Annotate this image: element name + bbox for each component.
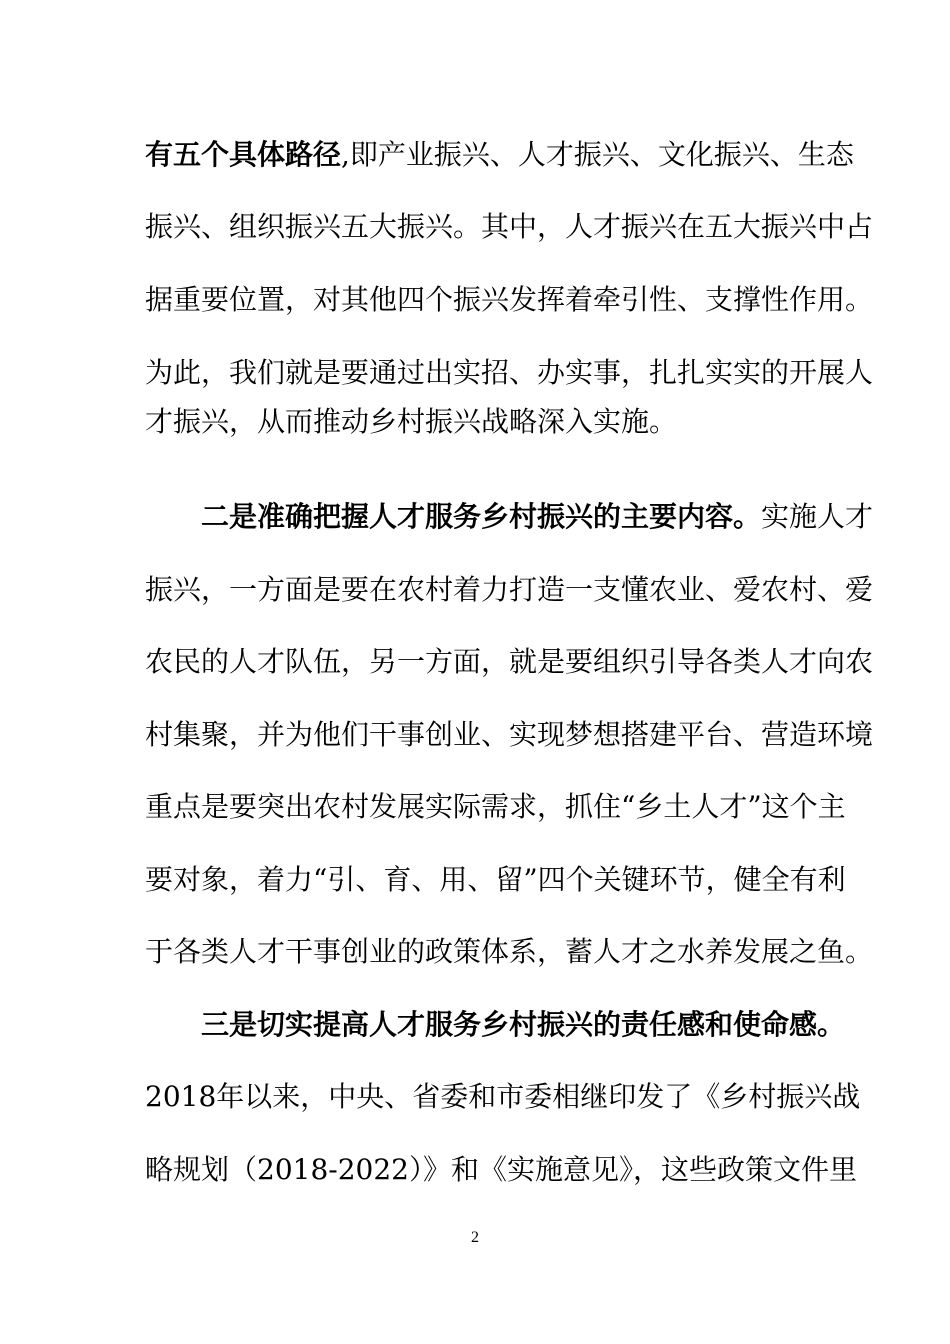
text-line-10 xyxy=(145,787,846,827)
line-text: 为此，我们就是要通过出实招、办实事，扎扎实实的开展人 xyxy=(145,356,874,389)
text-line-3 xyxy=(145,280,874,320)
text-line-11 xyxy=(145,860,846,900)
text-line-8 xyxy=(145,642,874,682)
line-text: ,即产业振兴、人才振兴、文化振兴、生态 xyxy=(341,138,854,171)
line-text: 略规划（2018-2022）》和《实施意见》，这些政策文件里 xyxy=(145,1153,857,1186)
line-text: 重点是要突出农村发展实际需求，抓住“乡土人才”这个主 xyxy=(145,790,846,823)
paragraph-heading-3 xyxy=(201,1005,846,1045)
paragraph-heading-2 xyxy=(201,497,874,537)
bold-heading: 三是切实提高人才服务乡村振兴的责任感和使命感。 xyxy=(201,1008,846,1041)
line-text: 振兴、组织振兴五大振兴。其中，人才振兴在五大振兴中占 xyxy=(145,210,874,243)
line-text: 农民的人才队伍，另一方面，就是要组织引导各类人才向农 xyxy=(145,645,874,678)
text-line-9 xyxy=(145,715,874,755)
text-line-4 xyxy=(145,353,874,393)
line-text: 实施人才 xyxy=(761,500,874,533)
text-line-12 xyxy=(145,932,874,972)
text-line-15 xyxy=(145,1150,857,1190)
text-line-7 xyxy=(145,570,874,610)
line-text: 据重要位置，对其他四个振兴发挥着牵引性、支撑性作用。 xyxy=(145,283,874,316)
line-text: 振兴，一方面是要在农村着力打造一支懂农业、爱农村、爱 xyxy=(145,573,874,606)
line-text: 才振兴，从而推动乡村振兴战略深入实施。 xyxy=(145,405,678,438)
text-line-5 xyxy=(145,402,807,442)
bold-heading: 二是准确把握人才服务乡村振兴的主要内容。 xyxy=(201,500,762,533)
line-text: 村集聚，并为他们干事创业、实现梦想搭建平台、营造环境 xyxy=(145,718,874,751)
page-number: 2 xyxy=(471,1229,479,1246)
text-line-1 xyxy=(145,135,854,175)
line-text: 要对象，着力“引、育、用、留”四个关键环节，健全有利 xyxy=(145,863,846,896)
line-text: 2018年以来，中央、省委和市委相继印发了《乡村振兴战 xyxy=(145,1080,861,1113)
bold-phrase: 有五个具体路径 xyxy=(145,138,342,171)
line-text: 于各类人才干事创业的政策体系，蓄人才之水养发展之鱼。 xyxy=(145,935,874,968)
text-line-2 xyxy=(145,207,874,247)
text-line-14 xyxy=(145,1077,861,1117)
